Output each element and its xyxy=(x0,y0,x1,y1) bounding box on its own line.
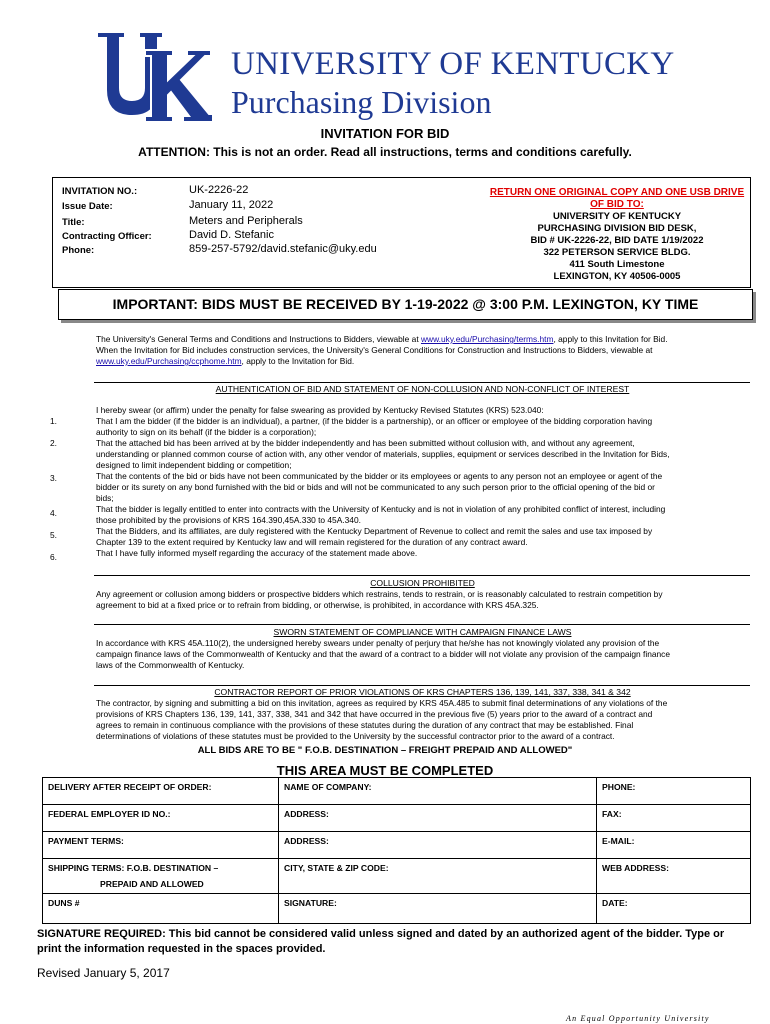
campaign-heading: SWORN STATEMENT OF COMPLIANCE WITH CAMPAIGN FINANCE LAWS xyxy=(273,627,572,637)
divider xyxy=(94,382,750,383)
return-line: 322 PETERSON SERVICE BLDG. xyxy=(543,247,691,258)
important-deadline: IMPORTANT: BIDS MUST BE RECEIVED BY 1-19-2022 @ 3:00 P.M. LEXINGTON, KY TIME xyxy=(112,296,699,312)
issue-date-value: January 11, 2022 xyxy=(189,199,274,211)
violations-body: The contractor, by signing and submitting a bid on this invitation, agrees as required by KRS 45A.485 to submit final determinations of any violations of the provisions of KRS Chapters 136, 139, 141, 337, 338, 341 and 342 that have occurred in the previous five (5) years prior to the award of a contract and agrees to remain in continuous compliance with the provisions of these statutes during the duration of any contract that may be established. Final determinations of violations of these statutes must be provided to the University by the successful contractor prior to the award of a contract. xyxy=(96,698,668,741)
phone-label: Phone: xyxy=(62,245,95,256)
campaign-body: In accordance with KRS 45A.110(2), the undersigned hereby swears under penalty of perjury that he/she has not knowingly violated any provision of the campaign finance laws of the Commonwealth of Kentucky and that the award of a contract to a bidder will not violate any provision of the campaign finance laws of the Commonwealth of Kentucky. xyxy=(96,638,671,670)
collusion-body: Any agreement or collusion among bidders or prospective bidders which restrains, tends to restrain, or is reasonably calculated to restrain competition by agreement to bid at a fixed price or to refrain from bidding, or otherwise, is prohibited, in accordance with KRS 45A.325. xyxy=(96,589,663,610)
divider xyxy=(94,575,750,576)
auth-body: I hereby swear (or affirm) under the penalty for false swearing as provided by Kentucky Revised Statutes (KRS) 523.040: That I am the bidder (if the bidder is an individual), a partner, (if the bidder is a partnership), or an officer or employee of the bidding corporation having authority to sign on its behalf (if the bidder is a corporation); That the attached bid has been arrived at by the bidder independently and has been submitted without collusion with, and without any agreement, understanding or planned common course of action with, any other vendor of materials, supplies, equipment or services described in the Invitation for Bids, designed to limit independent bidding or competition; That the contents of the bid or bids have not been communicated by the bidder or its employees or agents to any person not an employee or agent of the bidder or its surety on any bond furnished with the bid or bids and will not be communicated to any such person prior to the official opening of the bid or bids; That the bidder is legally entitled to enter into contracts with the University of Kentucky and is not in violation of any prohibited conflict of interest, including those prohibited by the provisions of KRS 164.390,45A.330 to 45A.340. That the Bidders, and its affiliates, are duly registered with the Kentucky Department of Revenue to collect and remit the sales and use tax imposed by Chapter 139 to the extent required by Kentucky law and will remain registered for the duration of any contract award. That I have fully informed myself regarding the accuracy of the statement made above. xyxy=(96,405,670,558)
terms-link[interactable]: www.uky.edu/Purchasing/terms.htm xyxy=(420,334,554,344)
item-number: 5. xyxy=(50,530,57,540)
form-cell-email[interactable]: E-MAIL: xyxy=(597,832,751,859)
form-cell-shipping[interactable]: SHIPPING TERMS: F.O.B. DESTINATION – PREPAID AND ALLOWED xyxy=(43,859,279,894)
document-title: INVITATION FOR BID xyxy=(320,126,450,141)
return-line: UNIVERSITY OF KENTUCKY xyxy=(552,211,682,222)
form-cell-delivery[interactable]: DELIVERY AFTER RECEIPT OF ORDER: xyxy=(43,778,279,805)
item-number: 3. xyxy=(50,473,57,483)
violations-heading: CONTRACTOR REPORT OF PRIOR VIOLATIONS OF KRS CHAPTERS 136, 139, 141, 337, 338, 341 & 342 xyxy=(214,687,631,697)
form-cell-signature[interactable]: SIGNATURE: xyxy=(279,894,597,924)
uk-logo-icon xyxy=(95,30,213,124)
form-cell-address2[interactable]: ADDRESS: xyxy=(279,832,597,859)
eeo-statement: An Equal Opportunity University xyxy=(566,1014,710,1023)
attention-notice: ATTENTION: This is not an order. Read all instructions, terms and conditions carefully. xyxy=(138,145,632,159)
form-cell-address[interactable]: ADDRESS: xyxy=(279,805,597,832)
invitation-no-label: INVITATION NO.: xyxy=(62,186,138,197)
form-cell-payment[interactable]: PAYMENT TERMS: xyxy=(43,832,279,859)
return-line: LEXINGTON, KY 40506-0005 xyxy=(553,271,681,282)
org-name: UNIVERSITY OF KENTUCKY xyxy=(231,46,675,82)
form-cell-web[interactable]: WEB ADDRESS: xyxy=(597,859,751,894)
form-cell-fein[interactable]: FEDERAL EMPLOYER ID NO.: xyxy=(43,805,279,832)
fob-notice: ALL BIDS ARE TO BE " F.O.B. DESTINATION – FREIGHT PREPAID AND ALLOWED" xyxy=(197,745,573,756)
auth-heading: AUTHENTICATION OF BID AND STATEMENT OF NON-COLLUSION AND NON-CONFLICT OF INTEREST xyxy=(215,384,630,394)
divider xyxy=(94,685,750,686)
construction-terms-link[interactable]: www.uky.edu/Purchasing/ccphome.htm xyxy=(96,356,242,366)
form-cell-phone[interactable]: PHONE: xyxy=(597,778,751,805)
item-number: 4. xyxy=(50,508,57,518)
invitation-no-value: UK-2226-22 xyxy=(189,184,249,196)
title-label: Title: xyxy=(62,217,85,228)
item-number: 6. xyxy=(50,552,57,562)
form-cell-city[interactable]: CITY, STATE & ZIP CODE: xyxy=(279,859,597,894)
important-deadline-box xyxy=(58,289,753,320)
return-heading: RETURN ONE ORIGINAL COPY AND ONE USB DRIVE OF BID TO: xyxy=(489,187,745,210)
title-value: Meters and Peripherals xyxy=(189,215,303,227)
form-cell-duns[interactable]: DUNS # xyxy=(43,894,279,924)
form-cell-fax[interactable]: FAX: xyxy=(597,805,751,832)
bidder-form xyxy=(42,777,751,924)
return-line: PURCHASING DIVISION BID DESK, xyxy=(537,223,697,234)
form-cell-date[interactable]: DATE: xyxy=(597,894,751,924)
contracting-officer-label: Contracting Officer: xyxy=(62,231,152,242)
org-division: Purchasing Division xyxy=(231,84,492,120)
form-heading: THIS AREA MUST BE COMPLETED xyxy=(276,763,494,778)
return-line: 411 South Limestone xyxy=(569,259,665,270)
revised-date: Revised January 5, 2017 xyxy=(37,966,170,980)
return-line: BID # UK-2226-22, BID DATE 1/19/2022 xyxy=(530,235,704,246)
item-number: 1. xyxy=(50,416,57,426)
form-cell-company[interactable]: NAME OF COMPANY: xyxy=(279,778,597,805)
collusion-heading: COLLUSION PROHIBITED xyxy=(370,578,475,588)
issue-date-label: Issue Date: xyxy=(62,201,113,212)
signature-required-note: SIGNATURE REQUIRED: This bid cannot be considered valid unless signed and dated by an authorized agent of the bidder. Type or print the information requested in the spaces provided. xyxy=(37,928,725,955)
terms-paragraph: The University's General Terms and Conditions and Instructions to Bidders, viewable at www.uky.edu/Purchasing/terms.htm, apply to this Invitation for Bid. When the Invitation for Bid includes construction services, the University's General Conditions for Construction and Instructions to Bidders, viewable at www.uky.edu/Purchasing/ccphome.htm, apply to the Invitation for Bid. xyxy=(96,334,668,366)
divider xyxy=(94,624,750,625)
phone-value: 859-257-5792/david.stefanic@uky.edu xyxy=(189,243,377,255)
item-number: 2. xyxy=(50,438,57,448)
contracting-officer-value: David D. Stefanic xyxy=(189,229,274,241)
